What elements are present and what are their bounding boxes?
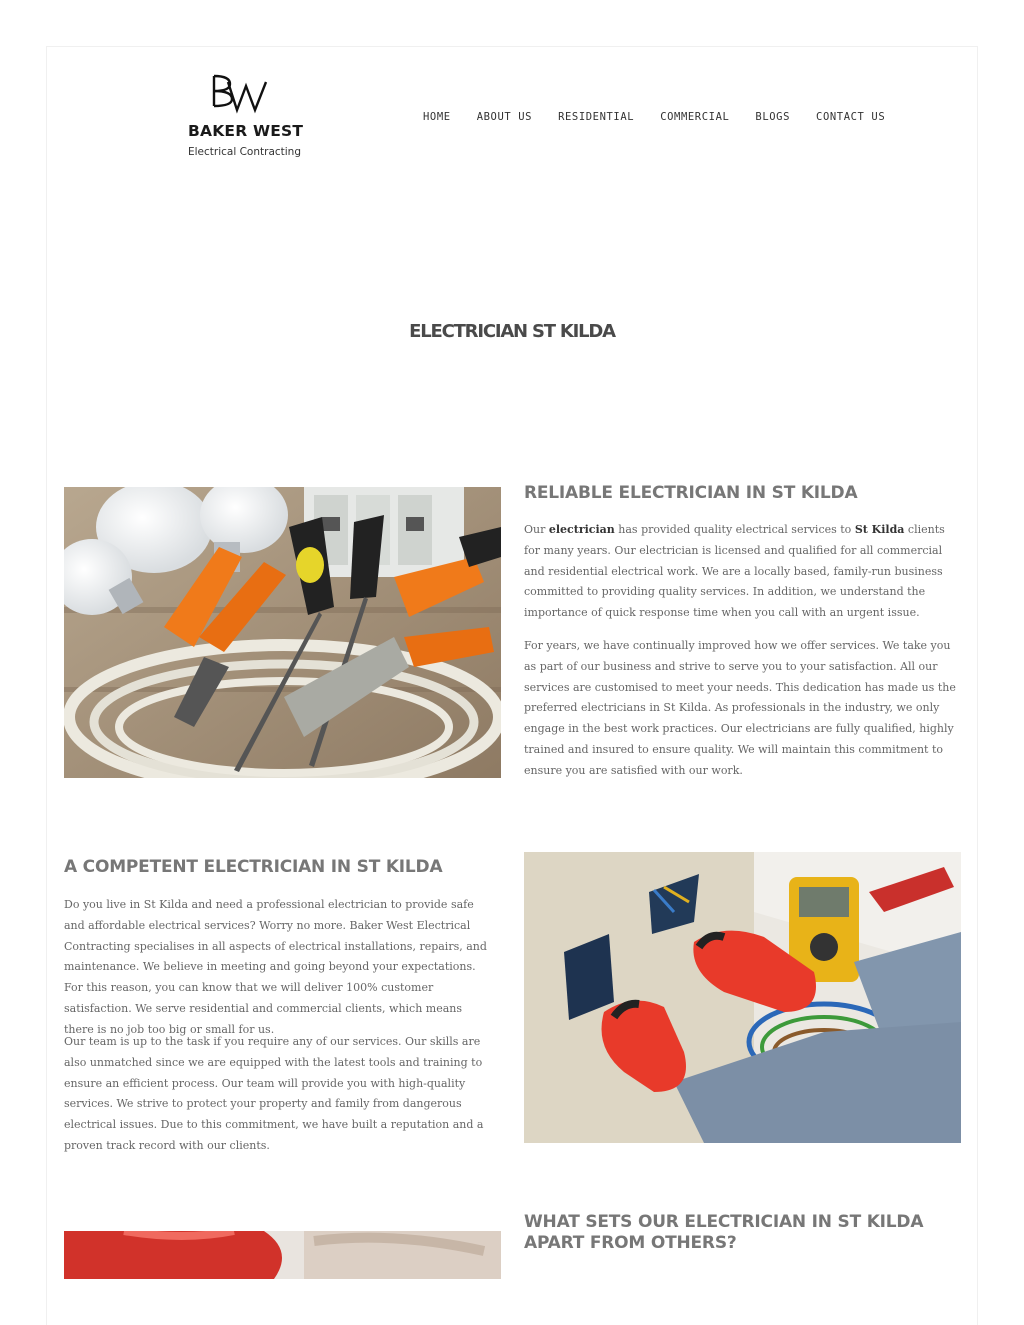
p-text: clients for many years. Our electrician is licensed and qualified for all commercial and residential electrical work. We are a locally based, family-run business committed to providing quality services. In addition, we understand the importance of quick response time when you call with an urgent issue.	[524, 523, 945, 620]
section-competent-paragraph-1: Do you live in St Kilda and need a professional electrician to provide safe and affordable electrical services? Worry no more. Baker West Electrical Contracting specialises in all aspects of electrical installations, repairs, and maintenance. We believe in meeting and going beyond your expectations. For this reason, you can know that we will deliver 100% customer satisfaction. We serve residential and commercial clients, which means there is no job too big or small for us.	[64, 898, 487, 1036]
p-text: Our	[524, 523, 549, 536]
section-heading-apart: WHAT SETS OUR ELECTRICIAN IN ST KILDA APART FROM OTHERS?	[524, 1212, 924, 1253]
nav-residential[interactable]: RESIDENTIAL	[558, 111, 635, 123]
section-heading-competent: A COMPETENT ELECTRICIAN IN ST KILDA	[64, 857, 443, 877]
electrician-wiring-photo	[524, 852, 961, 1143]
p-text: has provided quality electrical services to	[614, 523, 855, 536]
logo-brand: BAKER WEST	[188, 122, 304, 140]
section-competent-paragraph-2: Our team is up to the task if you require any of our services. Our skills are also unmatched since we are equipped with the latest tools and training to ensure an efficient process. Our team will provide you with high-quality services. We strive to protect your property and family from dangerous electrical issues. Due to this commitment, we have built a reputation and a proven track record with our clients.	[64, 1035, 484, 1152]
nav-contact-us[interactable]: CONTACT US	[816, 111, 886, 123]
nav-blogs[interactable]: BLOGS	[755, 111, 791, 123]
p-bold-electrician: electrician	[548, 523, 615, 536]
bw-logo-icon	[210, 72, 270, 114]
page-title: ELECTRICIAN ST KILDA	[409, 321, 615, 342]
p-bold-st-kilda: St Kilda	[854, 523, 905, 536]
logo-tagline: Electrical Contracting	[188, 146, 302, 158]
nav-commercial[interactable]: COMMERCIAL	[660, 111, 730, 123]
electrician-wiring-image	[524, 852, 961, 1143]
red-tool-image	[64, 1231, 501, 1279]
red-tool-photo	[64, 1231, 501, 1279]
nav-home[interactable]: HOME	[423, 111, 451, 123]
main-nav	[423, 111, 911, 123]
electrical-tools-photo	[64, 487, 501, 778]
logo[interactable]	[188, 72, 308, 164]
nav-about-us[interactable]: ABOUT US	[476, 111, 533, 123]
section-reliable-paragraph-2: For years, we have continually improved how we offer services. We take you as part of our business and strive to serve you to your satisfaction. All our services are customised to meet your needs. This dedication has made us the preferred electricians in St Kilda. As professionals in the industry, we only engage in the best work practices. Our electricians are fully qualified, highly trained and insured to ensure quality. We will maintain this commitment to ensure you are satisfied with our work.	[524, 639, 956, 777]
section-reliable-paragraph-1	[524, 520, 964, 624]
section-heading-reliable: RELIABLE ELECTRICIAN IN ST KILDA	[524, 483, 858, 503]
electrical-tools-image	[64, 487, 501, 778]
